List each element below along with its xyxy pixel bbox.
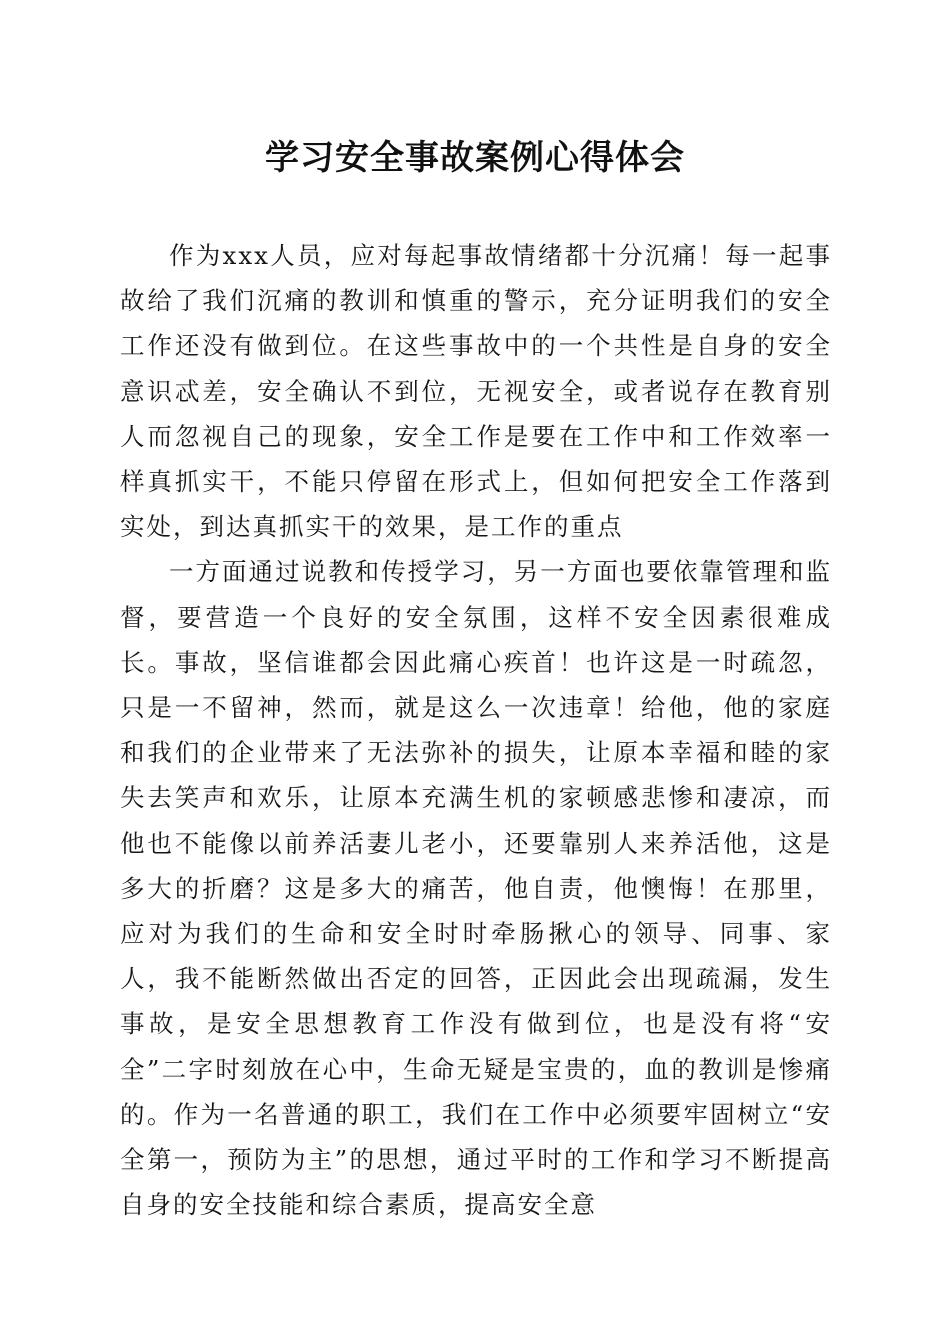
document-title: 学习安全事故案例心得体会 [265,138,685,178]
document-body [120,233,832,1227]
paragraph-1: 作为xxx人员，应对每起事故情绪都十分沉痛！每一起事故给了我们沉痛的教训和慎重的警示，充分证明我们的安全工作还没有做到位。在这些事故中的一个共性是自身的安全意识忒差，安全确认不到位，无视安全，或者说存在教育别人而忽视自己的现象，安全工作是要在工作中和工作效率一样真抓实干，不能只停留在形式上，但如何把安全工作落到实处，到达真抓实干的效果，是工作的重点 [120,241,832,542]
paragraph-2: 一方面通过说教和传授学习，另一方面也要依靠管理和监督，要营造一个良好的安全氛围，这样不安全因素很难成长。事故，坚信谁都会因此痛心疾首！也许这是一时疏忽，只是一不留神，然而，就是这么一次违章！给他，他的家庭和我们的企业带来了无法弥补的损失，让原本幸福和睦的家失去笑声和欢乐，让原本充满生机的家顿感悲惨和凄凉，而他也不能像以前养活妻儿老小，还要靠别人来养活他，这是多大的折磨？这是多大的痛苦，他自责，他懊悔！在那里，应对为我们的生命和安全时时牵肠揪心的领导、同事、家人，我不能断然做出否定的回答，正因此会出现疏漏，发生事故，是安全思想教育工作没有做到位，也是没有将“安全”二字时刻放在心中，生命无疑是宝贵的，血的教训是惨痛的。作为一名普通的职工，我们在工作中必须要牢固树立“安全第一，预防为主”的思想，通过平时的工作和学习不断提高自身的安全技能和综合素质，提高安全意 [120,557,832,1220]
